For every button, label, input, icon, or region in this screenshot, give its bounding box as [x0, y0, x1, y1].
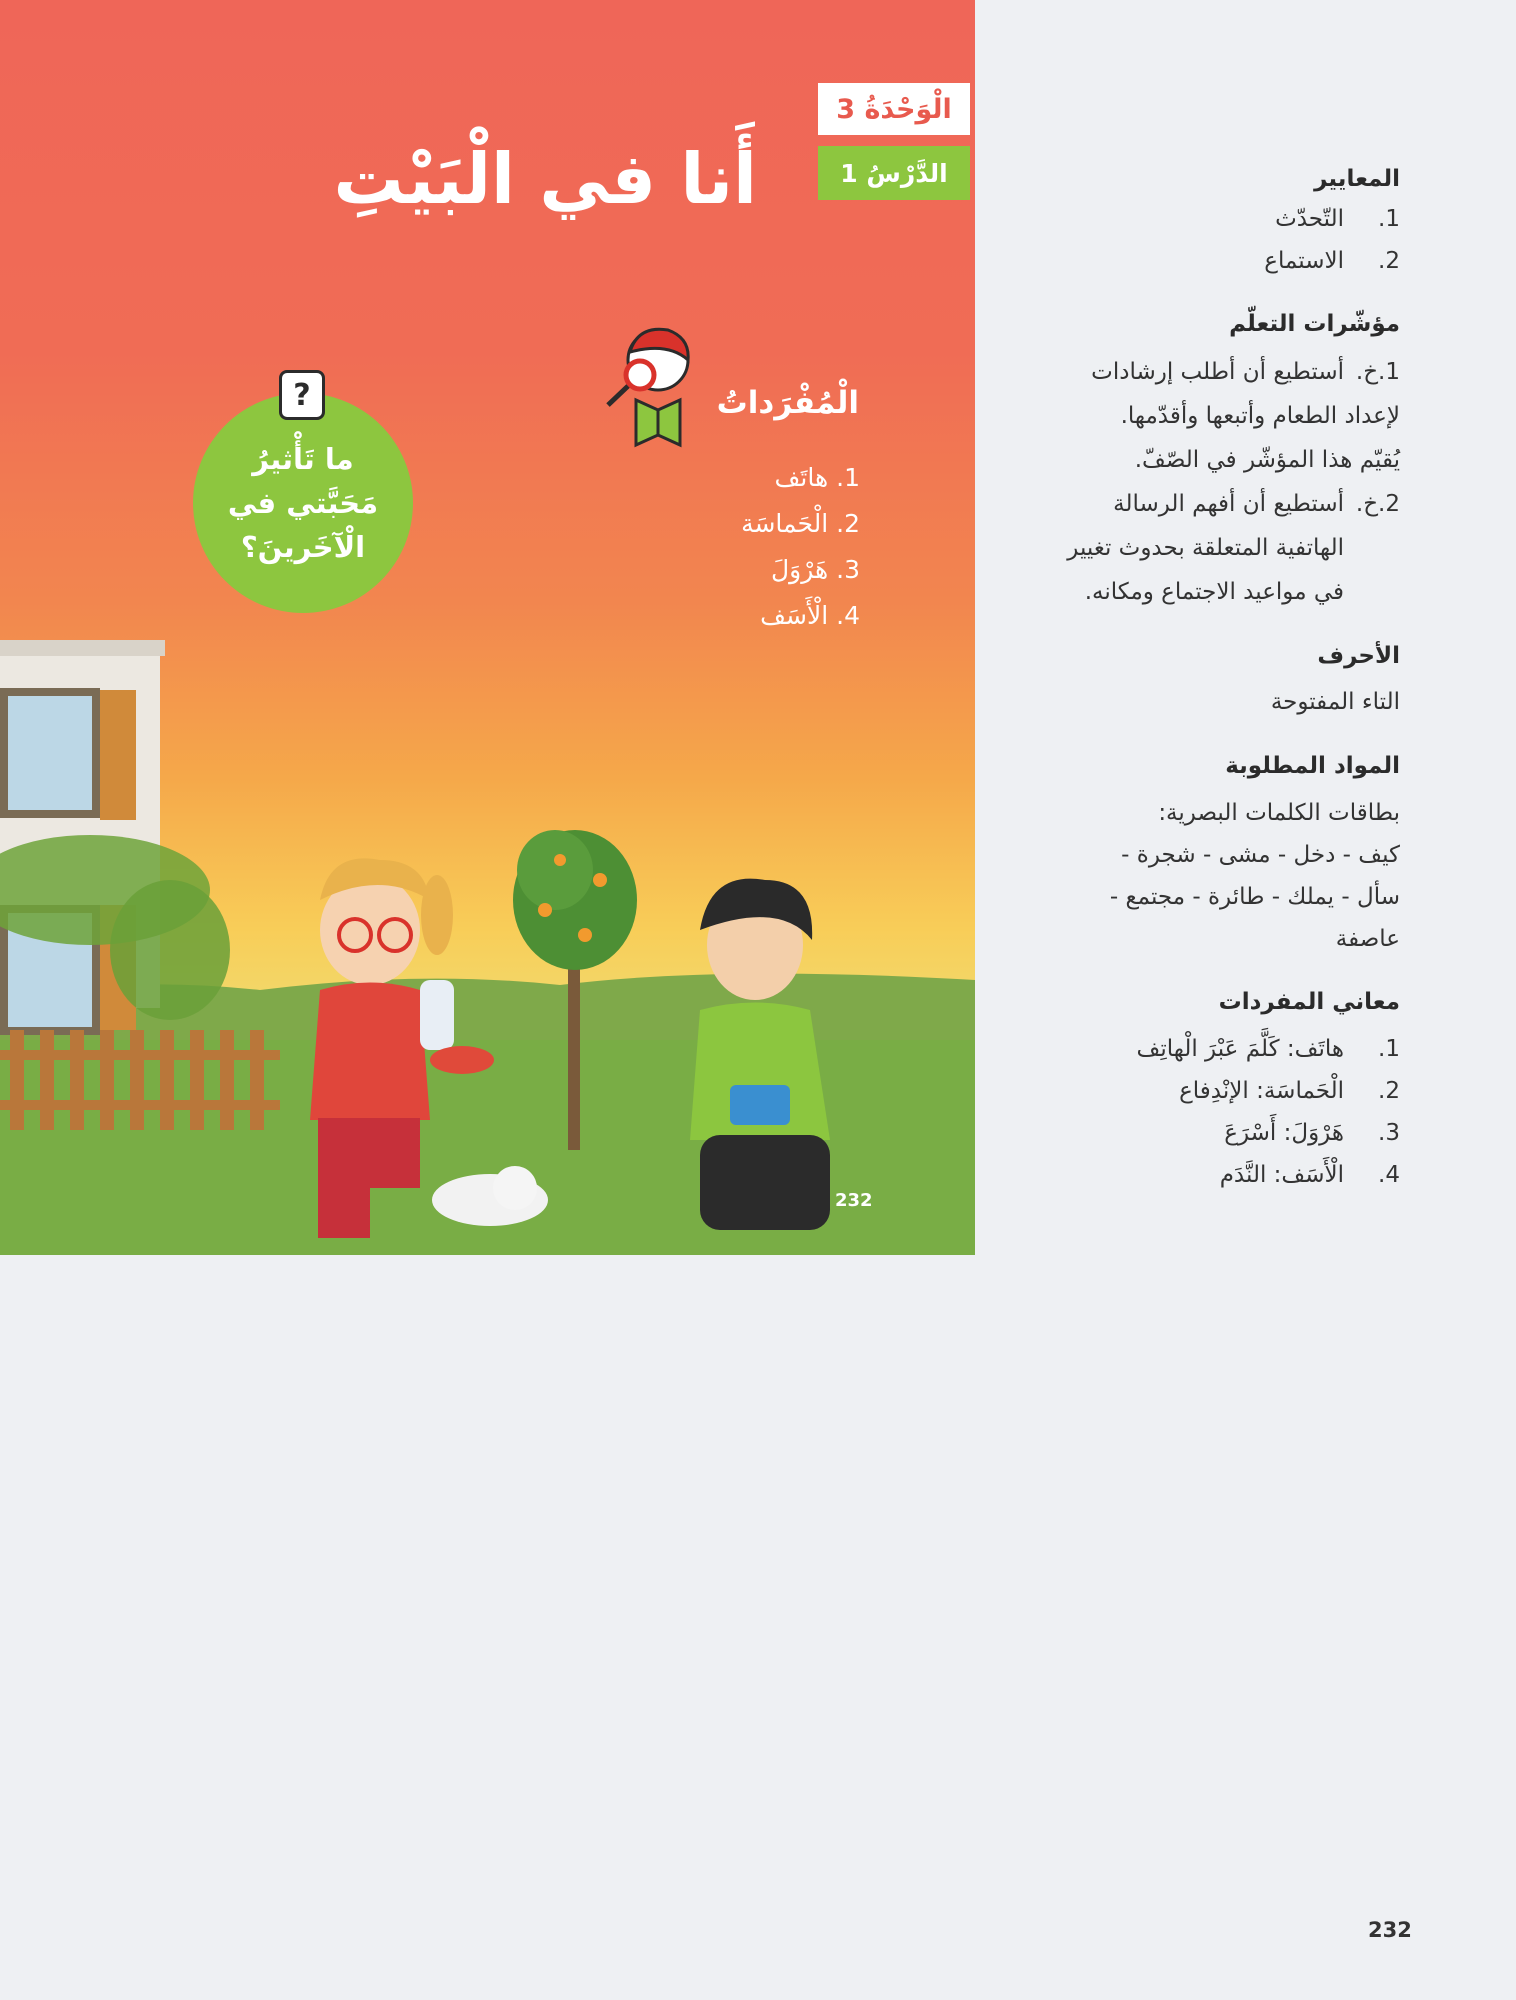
list-item: 1. هاتَف: كَلَّمَ عَبْرَ الْهاتِف — [1136, 1036, 1400, 1062]
question-icon: ? — [279, 370, 325, 420]
letters-heading: الأحرف — [1317, 643, 1400, 669]
materials-line: سأل - يملك - طائرة - مجتمع - — [1109, 884, 1400, 910]
lesson-title: أَنا في الْبَيْتِ — [333, 138, 757, 220]
scene-page-number: 232 — [835, 1190, 873, 1211]
lesson-badge: الدَّرْسُ 1 — [818, 146, 970, 200]
list-item: 1. هاتَف — [774, 463, 860, 492]
meanings-heading: معاني المفردات — [1218, 989, 1400, 1015]
materials-line: عاصفة — [1335, 926, 1400, 952]
letters-text: التاء المفتوحة — [1270, 689, 1400, 715]
vocab-heading: الْمُفْرَداتُ — [716, 385, 859, 421]
list-item: 2.خ. أستطيع أن أفهم الرسالة الهاتفية المتعلقة بحدوث تغيير في مواعيد الاجتماع ومكانه. — [1067, 491, 1400, 605]
standards-heading: المعايير — [1314, 166, 1400, 192]
materials-heading: المواد المطلوبة — [1225, 753, 1400, 779]
teacher-notes — [1010, 160, 1400, 1196]
list-item: 2. الْحَماسَة: الإنْدِفاع — [1179, 1078, 1400, 1104]
indicator-line: يُقيّم هذا المؤشّر في الصّفّ. — [1134, 447, 1400, 473]
lesson-cover-panel — [0, 0, 975, 1255]
materials-line: بطاقات الكلمات البصرية: — [1158, 800, 1400, 826]
question-bubble — [193, 393, 413, 613]
materials-line: كيف - دخل - مشى - شجرة - — [1121, 842, 1400, 868]
list-item: 2. الاستماع — [1264, 248, 1400, 274]
list-item: 2. الْحَماسَة — [741, 509, 860, 538]
question-text: ما تَأْثيرُ مَحَبَّتي في الْآخَرينَ؟ — [227, 442, 379, 564]
list-item: 3. هَرْوَلَ: أَسْرَعَ — [1224, 1120, 1400, 1146]
list-item: 3. هَرْوَلَ — [770, 555, 860, 584]
list-item: 1.خ. أستطيع أن أطلب إرشادات — [1091, 359, 1400, 385]
indicators-heading: مؤشّرات التعلّم — [1229, 311, 1400, 337]
vocab-list — [600, 455, 860, 639]
list-item: 4. الْأَسَف: النَّدَم — [1219, 1162, 1400, 1188]
list-item: 4. الْأَسَف — [760, 601, 860, 630]
indicator-line: لإعداد الطعام وأتبعها وأقدّمها. — [1120, 403, 1400, 429]
unit-badge: الْوَحْدَةُ 3 — [818, 83, 970, 135]
list-item: 1. التّحدّث — [1275, 206, 1400, 232]
page-number: 232 — [1368, 1918, 1412, 1942]
